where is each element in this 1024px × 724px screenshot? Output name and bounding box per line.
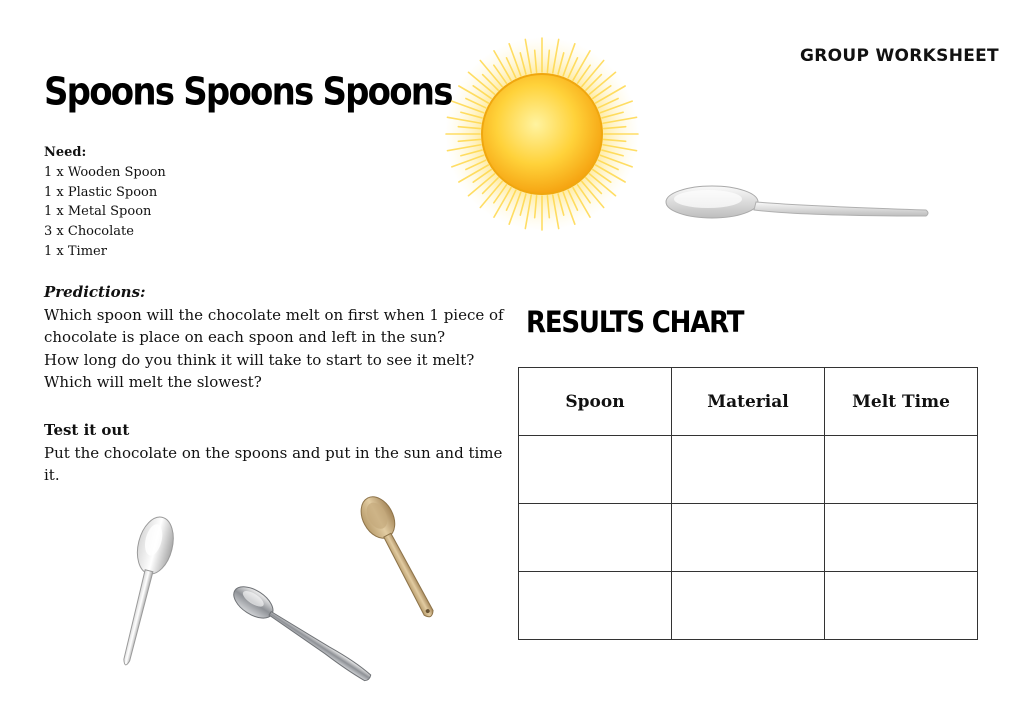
prediction-question: Which spoon will the chocolate melt on first when 1 piece of chocolate is place on each spoon and left in the sun?	[44, 305, 504, 346]
table-row	[519, 436, 978, 504]
table-cell[interactable]	[825, 436, 978, 504]
predictions-heading: Predictions:	[44, 283, 146, 301]
need-section	[44, 143, 166, 262]
table-cell[interactable]	[672, 572, 825, 640]
test-instructions: Put the chocolate on the spoons and put in the sun and time it.	[44, 443, 503, 484]
page-title: Spoons Spoons Spoons	[44, 70, 452, 115]
need-item: 1 x Wooden Spoon	[44, 164, 166, 180]
table-cell[interactable]	[672, 504, 825, 572]
table-row	[519, 504, 978, 572]
test-section	[44, 419, 514, 487]
table-cell[interactable]	[519, 572, 672, 640]
table-cell[interactable]	[825, 504, 978, 572]
test-heading: Test it out	[44, 421, 130, 439]
need-item: 1 x Metal Spoon	[44, 204, 152, 220]
results-table	[518, 367, 978, 640]
table-cell[interactable]	[519, 436, 672, 504]
table-cell[interactable]	[519, 504, 672, 572]
table-row	[519, 572, 978, 640]
prediction-question: How long do you think it will take to start to see it melt?	[44, 350, 475, 369]
table-cell[interactable]	[672, 436, 825, 504]
need-heading: Need:	[44, 145, 87, 160]
table-cell[interactable]	[825, 572, 978, 640]
results-header-row	[519, 368, 978, 436]
wooden-spoon-icon	[350, 488, 450, 630]
silver-spoon-icon	[108, 512, 178, 678]
group-worksheet-label: GROUP WORKSHEET	[800, 46, 999, 66]
column-header-melt-time: Melt Time	[825, 368, 978, 436]
plastic-spoon-icon	[664, 182, 934, 228]
sun-icon	[442, 36, 642, 236]
results-chart-title: RESULTS CHART	[526, 306, 744, 340]
column-header-spoon: Spoon	[519, 368, 672, 436]
need-item: 1 x Plastic Spoon	[44, 184, 158, 200]
need-item: 1 x Timer	[44, 243, 107, 259]
predictions-section	[44, 281, 514, 394]
prediction-question: Which will melt the slowest?	[44, 373, 262, 391]
need-item: 3 x Chocolate	[44, 224, 134, 240]
column-header-material: Material	[672, 368, 825, 436]
